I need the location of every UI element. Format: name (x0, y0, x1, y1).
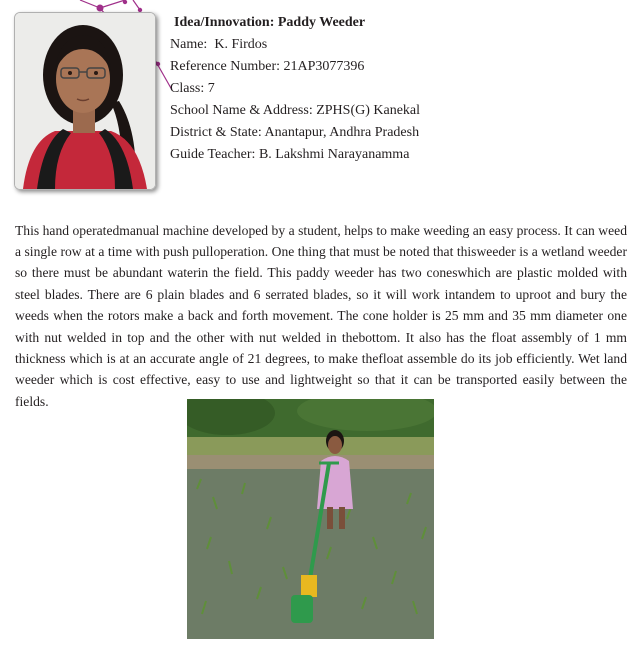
name-label: Name: (170, 37, 208, 52)
reference-value: 21AP3077396 (283, 59, 365, 74)
district-line (170, 122, 620, 144)
teacher-label: Guide Teacher: (170, 147, 256, 162)
school-value: ZPHS(G) Kanekal (316, 103, 421, 118)
student-portrait-photo (14, 12, 156, 190)
paddy-weeder-field-photo (187, 399, 434, 639)
class-value: 7 (207, 81, 215, 96)
teacher-line (170, 144, 620, 166)
teacher-value: B. Lakshmi Narayanamma (258, 147, 410, 162)
name-line (170, 34, 620, 56)
idea-title: Idea/Innovation: Paddy Weeder (174, 15, 366, 30)
class-line (170, 78, 620, 100)
description-paragraph: This hand operatedmanual machine developed by a student, helps to make weeding an easy process. It can weed a single row at a time with push pulloperation. One thing that must be noted that thisweeder is a wetland weeder so there must be abundant waterin the field. This paddy weeder has two coneswhich are plastic molded with steel blades. There are 6 plain blades and 6 serrated blades, so it will work intandem to uproot and bury the weeds when the rotors make a back and forth movement. The cone holder is 25 mm and 35 mm diameter one with nut welded in top and the other with nut welded in thebottom. It also has the float assembly of 1 mm thickness which is at an accurate angle of 21 degrees, to make thefloat assemble do its job efficiently. Wet land weeder which is cost effective, easy to use and lightweight so that it can be transported easily between the fields. (15, 222, 627, 409)
class-label: Class: (170, 81, 205, 96)
profile-info (170, 12, 620, 166)
district-value: Anantapur, Andhra Pradesh (264, 125, 420, 140)
school-line (170, 100, 620, 122)
school-label: School Name & Address: (170, 103, 313, 118)
district-label: District & State: (170, 125, 262, 140)
reference-label: Reference Number: (170, 59, 280, 74)
name-value: K. Firdos (214, 37, 268, 52)
reference-line (170, 56, 620, 78)
